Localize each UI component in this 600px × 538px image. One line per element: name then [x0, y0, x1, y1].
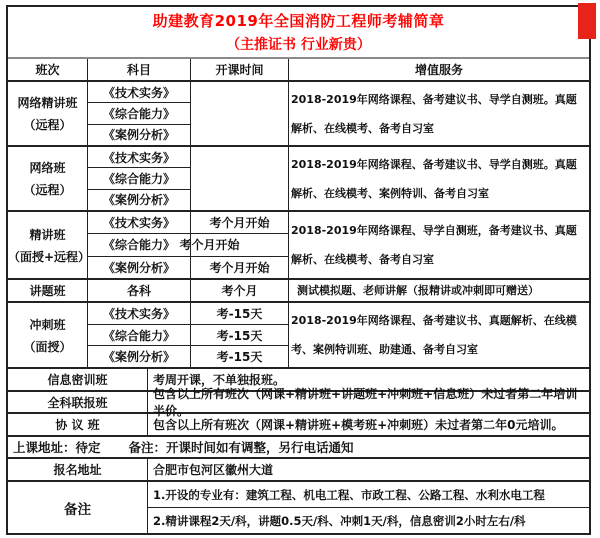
row-location [8, 437, 589, 459]
row-notes [8, 482, 589, 533]
page-subtitle: （主推证书 行业新贵） [226, 37, 371, 53]
subject-cell: 《案例分析》 [102, 128, 175, 143]
header-subject: 科目 [88, 59, 191, 80]
class-name: 网络精讲班 （远程） [8, 82, 88, 145]
subject-cell: 《技术实务》 [88, 303, 190, 325]
row-content: 包含以上所有班次（网课+精讲班+模考班+冲刺班）未过者第二年0元培训。 [153, 418, 564, 432]
class-name: 网络班 （远程） [8, 147, 88, 210]
course-block-wangluo [8, 147, 589, 212]
page-title: 助建教育2019年全国消防工程师考辅简章 [152, 12, 445, 30]
subject-column [88, 147, 191, 210]
subject-cell: 《综合能力》 [88, 168, 190, 189]
row-label: 全科联报班 [8, 392, 148, 412]
time-cell: 考个月 [191, 280, 289, 301]
red-stamp [578, 3, 596, 39]
subject-cell: 《综合能力》 [88, 234, 190, 256]
location-note: 备注：开课时间如有调整，另行电话通知 [128, 440, 354, 455]
row-label: 信息密训班 [8, 369, 148, 390]
subject-column [88, 212, 191, 278]
time-cell: 考-15天 [216, 350, 263, 365]
course-block-jingjiang [8, 212, 589, 280]
time-column [179, 212, 289, 278]
subject-cell: 《技术实务》 [88, 212, 190, 234]
services-cell: 2018-2019年网络课程、备考建议书、导学自测班。真题解析、在线模考、备考自习室 [291, 92, 577, 135]
time-cell: 考个月开始 [191, 234, 288, 256]
class-name: 讲题班 [8, 280, 88, 301]
class-name: 精讲班 （面授+远程） [8, 212, 88, 278]
services-cell: 2018-2019年网络课程、导学自测班，备考建议书、真题解析、在线模考、备考自习室 [291, 224, 577, 266]
header-time: 开课时间 [191, 59, 289, 80]
row-signup-address [8, 459, 589, 482]
subject-cell: 《案例分析》 [102, 260, 175, 275]
course-block-jiangti [8, 280, 589, 303]
services-cell: 2018-2019年网络课程、备考建议书、真题解析、在线模考、案例特训班、助建通、备考自习室 [291, 314, 577, 356]
subject-cell: 《技术实务》 [88, 147, 190, 168]
subject-cell: 《案例分析》 [102, 350, 175, 365]
course-block-chongci [8, 303, 589, 369]
course-block-wangluo-jingjiang [8, 82, 589, 147]
time-cell: 考-15天 [191, 325, 288, 347]
header-service: 增值服务 [414, 63, 463, 77]
time-cell-empty [191, 82, 289, 145]
row-label: 报名地址 [8, 459, 148, 480]
course-table [6, 5, 591, 535]
subject-column [88, 82, 191, 145]
subject-cell: 《技术实务》 [88, 82, 190, 103]
row-xieyi [8, 414, 589, 437]
location-label: 上课地址：待定 [13, 440, 101, 455]
services-cell: 测试模拟题、老师讲解（报精讲或冲刺即可赠送） [297, 284, 539, 297]
subject-cell: 各科 [88, 280, 191, 301]
row-label: 协 议 班 [8, 414, 148, 435]
class-name: 冲刺班 （面授） [8, 303, 88, 367]
time-cell: 考个月开始 [209, 260, 270, 275]
row-quanke-lianbao [8, 387, 589, 418]
subject-cell: 《案例分析》 [102, 193, 175, 208]
time-cell: 考个月开始 [191, 212, 288, 234]
row-content: 考周开课，不单独报班。 [153, 373, 286, 387]
header-row [8, 59, 589, 82]
time-cell: 考-15天 [191, 303, 288, 325]
row-content: 合肥市包河区徽州大道 [153, 463, 274, 477]
subject-cell: 《综合能力》 [88, 325, 190, 347]
services-cell: 2018-2019年网络课程、备考建议书、导学自测班。真题解析、在线模考、案例特训、备考自习室 [291, 157, 577, 200]
note-line-2: 2.精讲课程2天/科，讲题0.5天/科、冲刺1天/科，信息密训2小时左右/科 [153, 513, 526, 528]
row-label: 备注 [8, 482, 148, 533]
header-class: 班次 [8, 59, 88, 80]
table-title-cell [8, 7, 589, 59]
row-content: 包含以上所有班次（网课+精讲班+讲题班+冲刺班+信息班）未过者第二年培训半价。 [153, 387, 578, 418]
subject-cell: 《综合能力》 [88, 103, 190, 124]
time-column [191, 303, 289, 367]
notes-content [148, 482, 589, 533]
subject-column [88, 303, 191, 367]
note-line-1: 1.开设的专业有：建筑工程、机电工程、市政工程、公路工程、水利水电工程 [148, 482, 589, 508]
time-cell-empty [191, 147, 289, 210]
